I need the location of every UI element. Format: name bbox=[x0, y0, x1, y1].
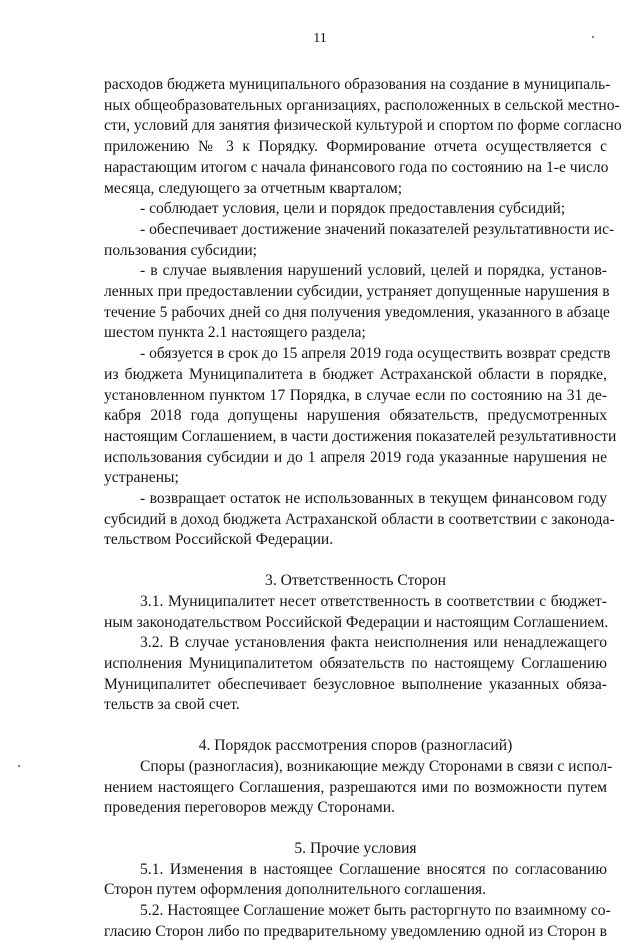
list-item-line: - обеспечивает достижение значений показателей результативности ис- bbox=[140, 220, 615, 238]
paragraph-line: Сторон путем оформления дополнительного соглашения. bbox=[104, 881, 487, 899]
list-item-line: пользования субсидии; bbox=[104, 241, 257, 259]
spacer bbox=[104, 716, 607, 736]
document-text bbox=[104, 75, 622, 942]
paragraph-line: нением настоящего Соглашения, разрешаются ими по возможности путем bbox=[104, 778, 607, 796]
list-item-line: из бюджета Муниципалитета в бюджет Астраханской области в порядке, bbox=[104, 365, 607, 383]
paragraph-line: гласию Сторон либо по предварительному уведомлению одной из Сторон в bbox=[104, 922, 607, 940]
list-item-line: устранены; bbox=[104, 469, 179, 487]
list-item-line: - обязуется в срок до 15 апреля 2019 года осуществить возврат средств bbox=[140, 345, 611, 363]
section-heading: 3. Ответственность Сторон bbox=[265, 572, 446, 590]
scan-speck bbox=[18, 765, 20, 767]
section-heading: 5. Прочие условия bbox=[294, 839, 417, 857]
list-item-line: кабря 2018 года допущены нарушения обязательств, предусмотренных bbox=[104, 407, 607, 425]
section-heading: 4. Порядок рассмотрения споров (разногласий) bbox=[198, 737, 513, 755]
paragraph-line: Споры (разногласия), возникающие между Сторонами в связи с испол- bbox=[140, 757, 613, 775]
paragraph-line: ным законодательством Российской Федерации и настоящим Соглашением. bbox=[104, 613, 609, 631]
paragraph-line: тельств за свой счет. bbox=[104, 696, 240, 714]
paragraph-line: 3.1. Муниципалитет несет ответственность в соответствии с бюджет- bbox=[140, 592, 607, 610]
paragraph-line: месяца, следующего за отчетным кварталом; bbox=[104, 179, 403, 197]
paragraph-line: ных общеобразовательных организациях, расположенных в сельской местно- bbox=[104, 96, 620, 114]
paragraph-line: исполнения Муниципалитетом обязательств по настоящему Соглашению bbox=[104, 654, 607, 672]
list-item-line: субсидий в доход бюджета Астраханской области в соответствии с законода- bbox=[104, 510, 615, 528]
paragraph-line: Муниципалитет обеспечивает безусловное выполнение указанных обяза- bbox=[104, 675, 607, 693]
page-number: 11 bbox=[313, 31, 327, 46]
spacer bbox=[104, 551, 607, 571]
list-item-line: - возвращает остаток не использованных в текущем финансовом году bbox=[140, 490, 607, 508]
list-item-line: настоящим Соглашением, в части достижения показателей результативности bbox=[104, 427, 617, 445]
scan-speck bbox=[592, 36, 594, 38]
paragraph-line: расходов бюджета муниципального образования на создание в муниципаль- bbox=[104, 76, 611, 93]
paragraph-line: проведения переговоров между Сторонами. bbox=[104, 799, 396, 817]
paragraph-line: приложению № 3 к Порядку. Формирование отчета осуществляется с bbox=[104, 138, 607, 156]
list-item-line: использования субсидии и до 1 апреля 2019 года указанные нарушения не bbox=[104, 448, 607, 466]
list-item-line: течение 5 рабочих дней со дня получения уведомления, указанного в абзаце bbox=[104, 303, 610, 321]
list-item-line: шестом пункта 2.1 настоящего раздела; bbox=[104, 324, 366, 342]
list-item-line: установленном пунктом 17 Порядка, в случае если по состоянию на 31 де- bbox=[104, 386, 607, 404]
list-item-line: тельством Российской Федерации. bbox=[104, 531, 334, 549]
list-item-line: ленных при предоставлении субсидии, устраняет допущенные нарушения в bbox=[104, 283, 610, 301]
list-item-line: - соблюдает условия, цели и порядок предоставления субсидий; bbox=[140, 200, 566, 218]
spacer bbox=[104, 819, 607, 839]
list-item-line: - в случае выявления нарушений условий, целей и порядка, установ- bbox=[140, 262, 607, 280]
paragraph-line: 5.2. Настоящее Соглашение может быть расторгнуто по взаимному со- bbox=[140, 902, 611, 920]
paragraph-line: сти, условий для занятия физической культурой и спортом по форме согласно bbox=[104, 117, 622, 135]
paragraph-line: 3.2. В случае установления факта неисполнения или ненадлежащего bbox=[140, 634, 607, 652]
paragraph-line: 5.1. Изменения в настоящее Соглашение вносятся по согласованию bbox=[140, 860, 607, 878]
paragraph-line: нарастающим итогом с начала финансового года по состоянию на 1-е число bbox=[104, 158, 609, 176]
